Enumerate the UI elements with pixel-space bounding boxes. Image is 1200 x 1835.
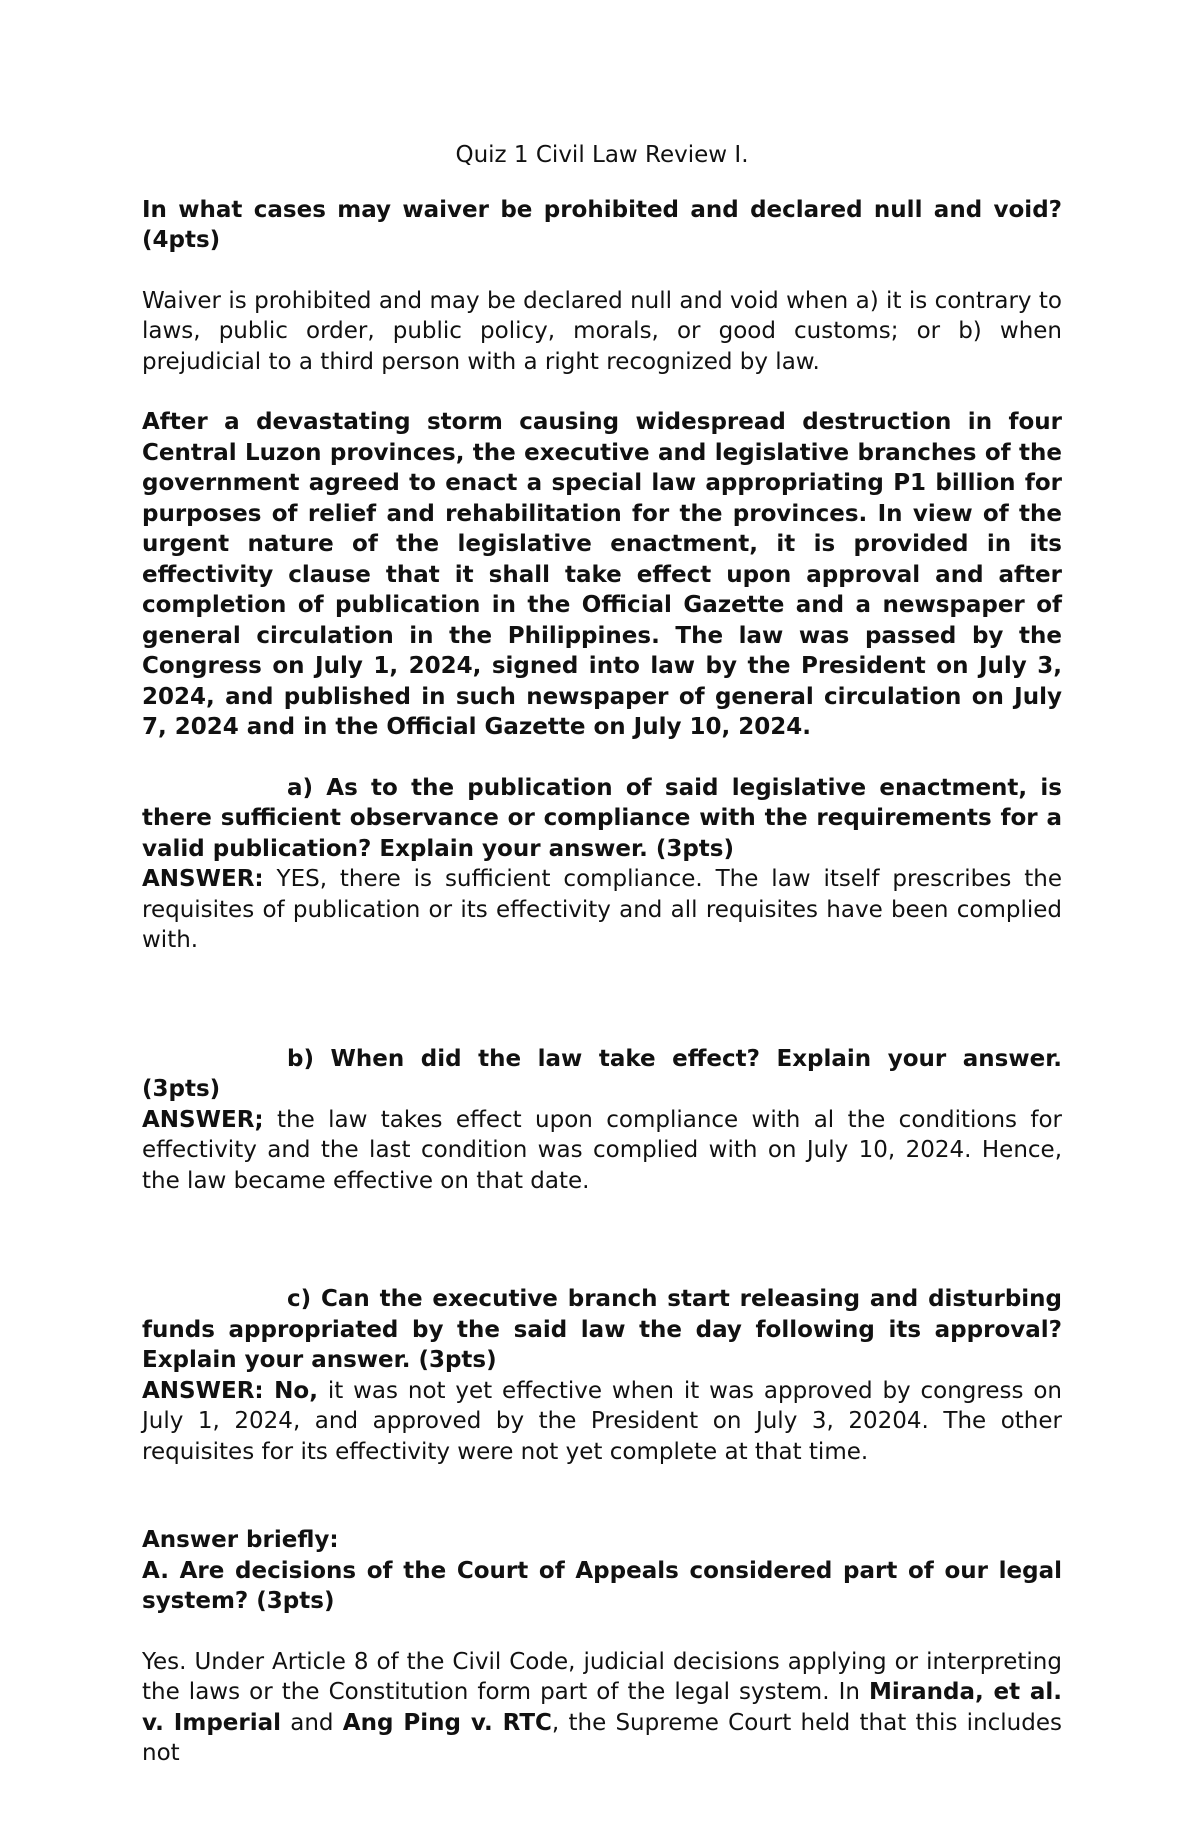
case-citation: Miranda, et al. v. Imperial bbox=[142, 1679, 1063, 1736]
question-2-facts: After a devastating storm causing widespread destruction in four Central Luzon provinces, the executive and legislative branches of the government agreed to enact a special law appropriating P1 billion for purposes of relief and rehabilitation for the provinces. In view of the urgent nature of the legislative enactment, it is provided in its effectivity clause that it shall take effect upon approval and after completion of publication in the Official Gazette and a newspaper of general circulation in the Philippines. The law was passed by the Congress on July 1, 2024, signed into law by the President on July 3, 2024, and published in such newspaper of general circulation on July 7, 2024 and in the Official Gazette on July 10, 2024. bbox=[142, 409, 1062, 740]
question-2b: b) When did the law take effect? Explain your answer. (3pts) bbox=[142, 1045, 1062, 1102]
answer-2a bbox=[142, 864, 1062, 956]
question-2a: a) As to the publication of said legislative enactment, is there sufficient observance or compliance with the requirements for a valid publication? Explain your answer. (3pts) bbox=[142, 774, 1062, 862]
document-page bbox=[142, 140, 1062, 1769]
question-2c: c) Can the executive branch start releasing and disturbing funds appropriated by the said law the day following its approval? Explain your answer. (3pts) bbox=[142, 1286, 1062, 1373]
answer-1: Waiver is prohibited and may be declared null and void when a) it is contrary to laws, public order, public policy, morals, or good customs; or b) when prejudicial to a third person with a right recognized by law. bbox=[142, 287, 1062, 375]
answer-label: ANSWER; bbox=[142, 1106, 264, 1133]
answer-text: it was not yet effective when it was approved by congress on July 1, 2024, and approved by the President on July 3, 20204. The other requisites for its effectivity were not yet complete at that time. bbox=[142, 1377, 1062, 1465]
answer-2c bbox=[142, 1376, 1062, 1468]
section-heading: Answer briefly: bbox=[142, 1527, 339, 1553]
spacer bbox=[142, 377, 1062, 407]
answer-2b bbox=[142, 1105, 1062, 1197]
answer-text: YES, there is sufficient compliance. The law itself prescribes the requisites of publication or its effectivity and all requisites have been complied with. bbox=[142, 866, 1062, 953]
case-citation: Ang Ping v. RTC bbox=[342, 1709, 552, 1736]
question-3a: A. Are decisions of the Court of Appeals considered part of our legal system? (3pts) bbox=[142, 1557, 1062, 1614]
spacer bbox=[142, 1196, 1062, 1284]
answer-text: and bbox=[281, 1709, 343, 1736]
answer-3a bbox=[142, 1647, 1062, 1769]
answer-label: ANSWER: bbox=[142, 866, 264, 892]
spacer bbox=[142, 743, 1062, 773]
spacer bbox=[142, 1617, 1062, 1647]
spacer bbox=[142, 256, 1062, 286]
answer-text: Yes. Under Article 8 of the Civil Code, judicial decisions applying or interpreting the laws or the Constitution form part of the legal system. In bbox=[142, 1648, 1062, 1705]
spacer bbox=[142, 956, 1062, 1044]
quiz-title: Quiz 1 Civil Law Review I. bbox=[455, 142, 749, 168]
answer-label: ANSWER: No, bbox=[142, 1377, 318, 1404]
spacer bbox=[142, 1467, 1062, 1525]
question-1: In what cases may waiver be prohibited and declared null and void? (4pts) bbox=[142, 196, 1062, 253]
answer-text: the law takes effect upon compliance with al the conditions for effectivity and the last condition was complied with on July 10, 2024. Hence, the law became effective on that date. bbox=[142, 1106, 1062, 1194]
answer-text: , the Supreme Court held that this includes not bbox=[142, 1709, 1062, 1766]
